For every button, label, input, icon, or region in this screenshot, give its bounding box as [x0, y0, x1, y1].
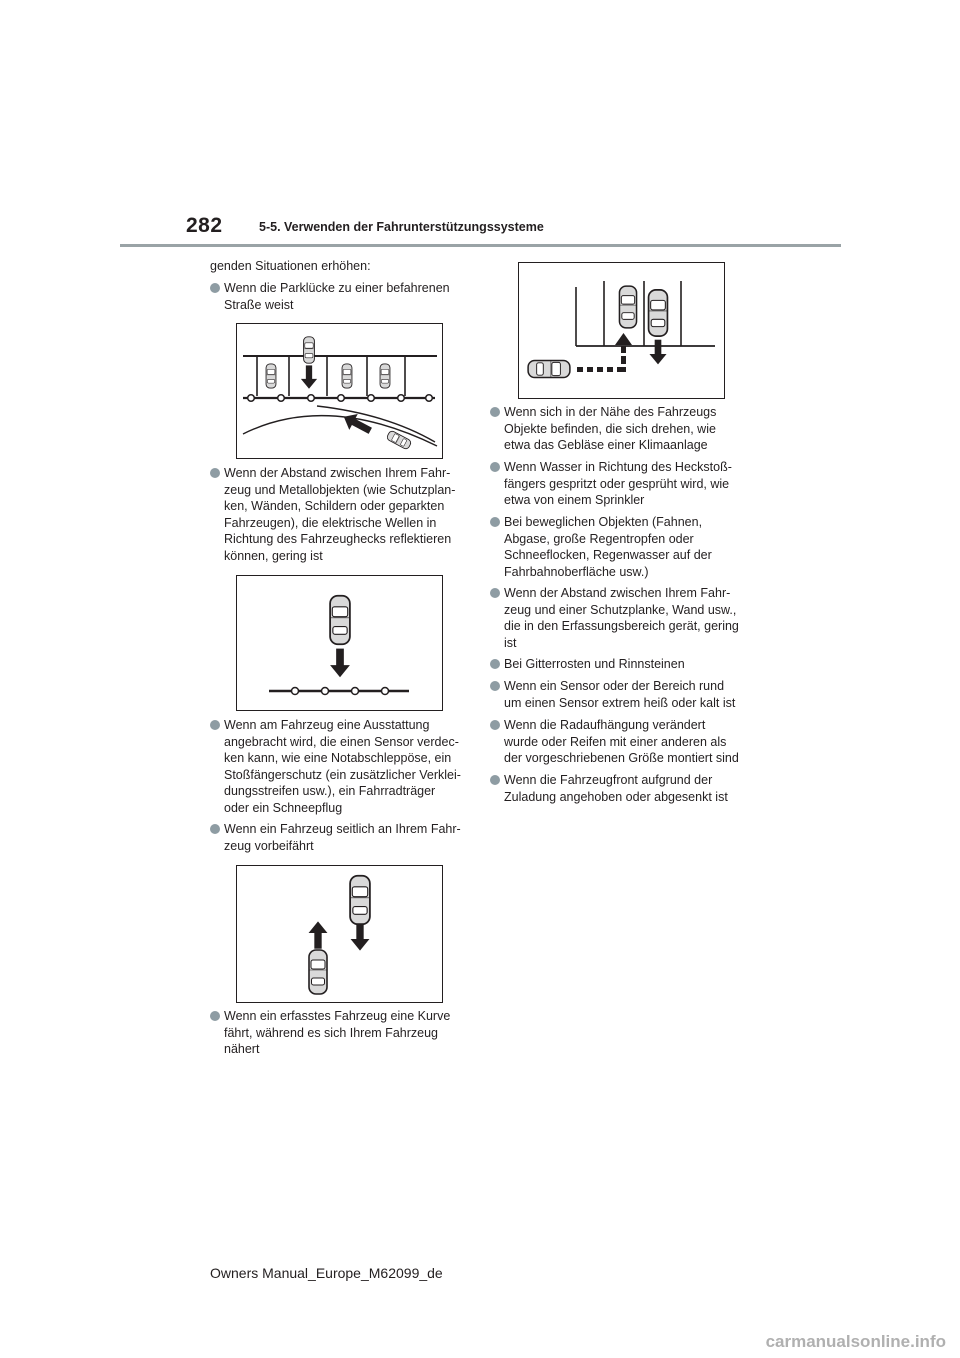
bullet-icon [490, 681, 500, 691]
list-item: Wenn die Fahrzeugfront aufgrund der Zuladung angehoben oder abgesenkt ist [490, 772, 748, 805]
bullet-icon [210, 1011, 220, 1021]
list-item: Wenn ein Sensor oder der Bereich rund um einen Sensor extrem heiß oder kalt ist [490, 678, 748, 711]
list-item: Wenn die Parklücke zu einer befahrenen Straße weist [210, 280, 468, 313]
bullet-icon [210, 824, 220, 834]
bullet-icon [490, 775, 500, 785]
list-item: Wenn sich in der Nähe des Fahrzeugs Objekte befinden, die sich drehen, wie etwa das Gebläse einer Klimaanlage [490, 404, 748, 454]
figure-parking-space-traffic [236, 323, 443, 459]
bullet-icon [490, 588, 500, 598]
header-rule [120, 244, 841, 247]
bullet-icon [490, 659, 500, 669]
watermark: carmanualsonline.info [765, 1332, 946, 1351]
list-item: Wenn der Abstand zwischen Ihrem Fahr- zeug und Metallobjekten (wie Schutzplan- ken, Wänden, Schildern oder geparkten Fahrzeugen), die elektrische Wellen in Richtung des Fahrzeughecks reflektieren können, gering ist [210, 465, 468, 564]
list-item: Bei beweglichen Objekten (Fahnen, Abgase, große Regentropfen oder Schneeflocken, Regenwasser auf der Fahrbahnoberfläche usw.) [490, 514, 748, 580]
bullet-icon [490, 720, 500, 730]
page-number: 282 [186, 214, 223, 237]
list-item: Wenn Wasser in Richtung des Heckstoß- fängers gespritzt oder gesprüht wird, wie etwa von einem Sprinkler [490, 459, 748, 509]
bullet-icon [490, 517, 500, 527]
figure-turning-vehicle [518, 262, 725, 399]
footer-text: Owners Manual_Europe_M62099_de [210, 1265, 443, 1281]
bullet-icon [490, 407, 500, 417]
bullet-icon [490, 462, 500, 472]
list-item: Wenn der Abstand zwischen Ihrem Fahr- zeug und einer Schutzplanke, Wand usw., die in den Erfassungsbereich gerät, gering ist [490, 585, 748, 651]
figure-passing-vehicle [236, 865, 443, 1003]
intro-text: genden Situationen erhöhen: [210, 259, 371, 273]
bullet-icon [210, 283, 220, 293]
list-item: Wenn ein erfasstes Fahrzeug eine Kurve fährt, während es sich Ihrem Fahrzeug nähert [210, 1008, 468, 1058]
section-title: 5-5. Verwenden der Fahrunterstützungssysteme [259, 220, 544, 234]
bullet-icon [210, 468, 220, 478]
list-item: Wenn ein Fahrzeug seitlich an Ihrem Fahr- zeug vorbeifährt [210, 821, 468, 854]
figure-metal-objects [236, 575, 443, 711]
list-item: Wenn die Radaufhängung verändert wurde oder Reifen mit einer anderen als der vorgeschriebenen Größe montiert sind [490, 717, 748, 767]
list-item: Wenn am Fahrzeug eine Ausstattung angebracht wird, die einen Sensor verdec- ken kann, wie eine Notabschleppöse, ein Stoßfängerschutz (ein zusätzlicher Verklei- dungsstreifen usw.), ein Fahrradträger oder ein Schneepflug [210, 717, 468, 816]
list-item: Bei Gitterrosten und Rinnsteinen [490, 656, 748, 673]
bullet-icon [210, 720, 220, 730]
